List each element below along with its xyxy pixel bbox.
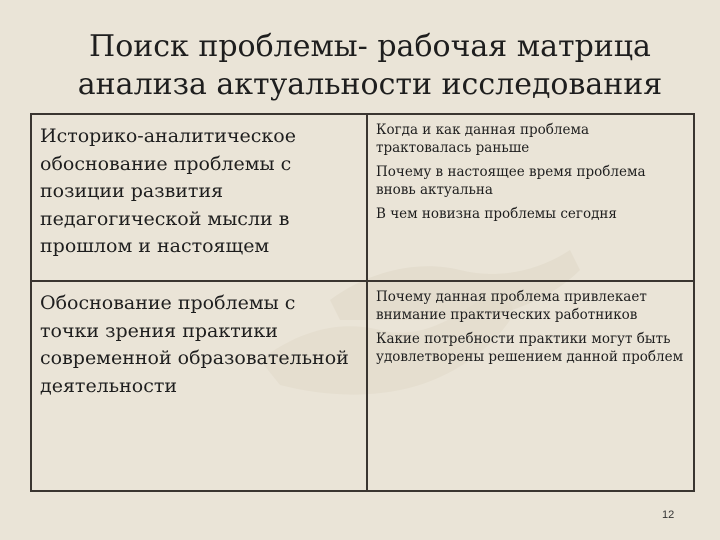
question-item: Когда и как данная проблема трактовалась раньше bbox=[376, 122, 590, 156]
row-2-aspect-cell: Обоснование проблемы с точки зрения практики современной образовательной деятельности bbox=[31, 281, 367, 491]
question-item: В чем новизна проблемы сегодня bbox=[376, 206, 617, 222]
row-1-aspect-cell: Историко-аналитическое обоснование проблемы с позиции развития педагогической мысли в прошлом и настоящем bbox=[31, 114, 367, 281]
question-item: Почему в настоящее время проблема вновь актуальна bbox=[376, 164, 646, 198]
page-number: 12 bbox=[662, 509, 675, 521]
row-2-questions-cell bbox=[367, 281, 694, 491]
analysis-matrix-table bbox=[30, 113, 695, 492]
page-title bbox=[40, 28, 700, 104]
row-1-questions-cell bbox=[367, 114, 694, 281]
question-item: Почему данная проблема привлекает внимание практических работников bbox=[376, 289, 647, 323]
table-row bbox=[31, 281, 694, 491]
table-row bbox=[31, 114, 694, 281]
title-line-2: анализа актуальности исследования bbox=[77, 67, 663, 102]
title-line-1: Поиск проблемы- рабочая матрица bbox=[89, 29, 651, 64]
question-item: Какие потребности практики могут быть удовлетворены решением данной проблем bbox=[376, 331, 684, 365]
